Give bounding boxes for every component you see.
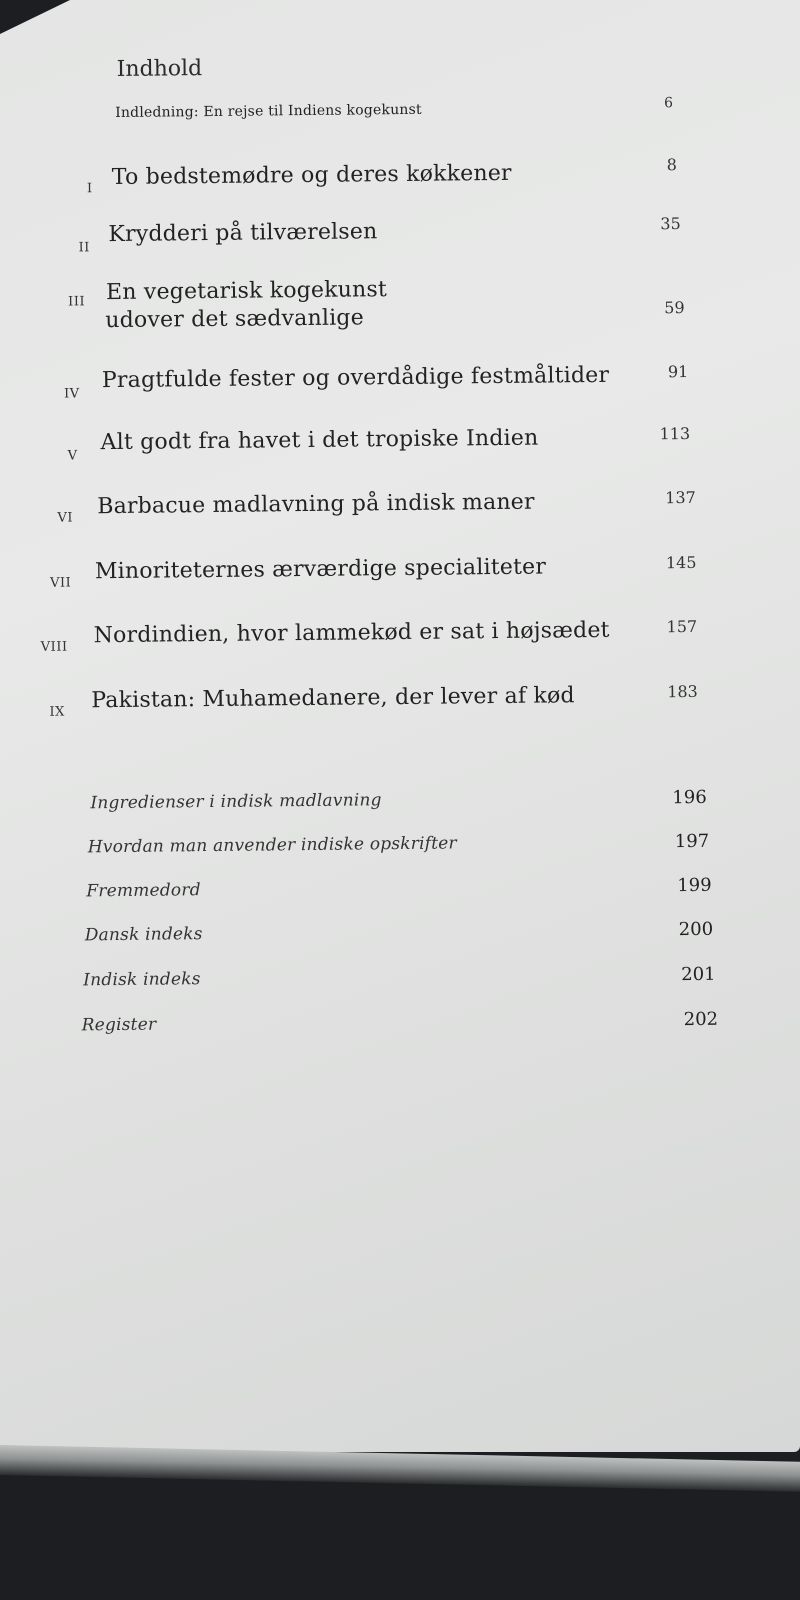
chapter-title: Barbacue madlavning på indisk maner bbox=[97, 489, 535, 520]
appendix-page: 197 bbox=[674, 830, 710, 853]
appendix-title: Register bbox=[81, 1014, 157, 1036]
appendix-title: Ingredienser i indisk madlavning bbox=[90, 790, 382, 814]
chapter-page: 35 bbox=[660, 214, 681, 234]
chapter-number: VII bbox=[50, 575, 72, 591]
chapter-title: Nordindien, hvor lammekød er sat i højsædet bbox=[93, 617, 610, 649]
chapter-page: 183 bbox=[667, 681, 698, 702]
chapter-number: VIII bbox=[40, 639, 68, 655]
intro-page: 6 bbox=[664, 95, 674, 112]
intro-title: Indledning: En rejse til Indiens kogekunst bbox=[115, 101, 422, 121]
appendix-title: Dansk indeks bbox=[84, 924, 203, 946]
appendix-page: 202 bbox=[683, 1008, 719, 1031]
chapter-number: VI bbox=[57, 510, 74, 526]
appendix-title: Hvordan man anvender indiske opskrifter bbox=[87, 833, 457, 858]
chapter-number: II bbox=[78, 240, 90, 256]
chapter-title-line2: udover det sædvanlige bbox=[105, 305, 365, 334]
toc-title: Indhold bbox=[116, 56, 203, 82]
chapter-title: Pakistan: Muhamedanere, der lever af kød bbox=[91, 683, 575, 714]
chapter-page: 91 bbox=[667, 362, 689, 382]
chapter-title: Minoriteternes ærværdige specialiteter bbox=[94, 554, 547, 585]
chapter-title: Krydderi på tilværelsen bbox=[108, 219, 378, 248]
chapter-page: 8 bbox=[666, 155, 678, 175]
appendix-title: Fremmedord bbox=[86, 880, 201, 902]
chapter-page: 145 bbox=[665, 552, 697, 573]
chapter-title: Alt godt fra havet i det tropiske Indien bbox=[100, 425, 539, 456]
chapter-title: To bedstemødre og deres køkkener bbox=[111, 160, 512, 191]
appendix-page: 201 bbox=[681, 963, 716, 986]
chapter-number: III bbox=[68, 294, 86, 310]
chapter-title: Pragtfulde fester og overdådige festmåltider bbox=[101, 362, 610, 394]
chapter-page: 59 bbox=[664, 298, 685, 318]
chapter-number: V bbox=[67, 448, 78, 464]
chapter-page: 157 bbox=[666, 616, 698, 637]
chapter-number: IX bbox=[49, 704, 65, 720]
appendix-page: 199 bbox=[677, 874, 712, 897]
chapter-title: En vegetarisk kogekunst bbox=[105, 277, 388, 306]
appendix-page: 196 bbox=[672, 786, 707, 809]
chapter-number: IV bbox=[64, 386, 80, 402]
chapter-page: 113 bbox=[659, 423, 691, 444]
chapter-page: 137 bbox=[665, 487, 696, 508]
appendix-page: 200 bbox=[678, 918, 714, 941]
appendix-title: Indisk indeks bbox=[83, 969, 201, 991]
chapter-number: I bbox=[86, 181, 93, 197]
